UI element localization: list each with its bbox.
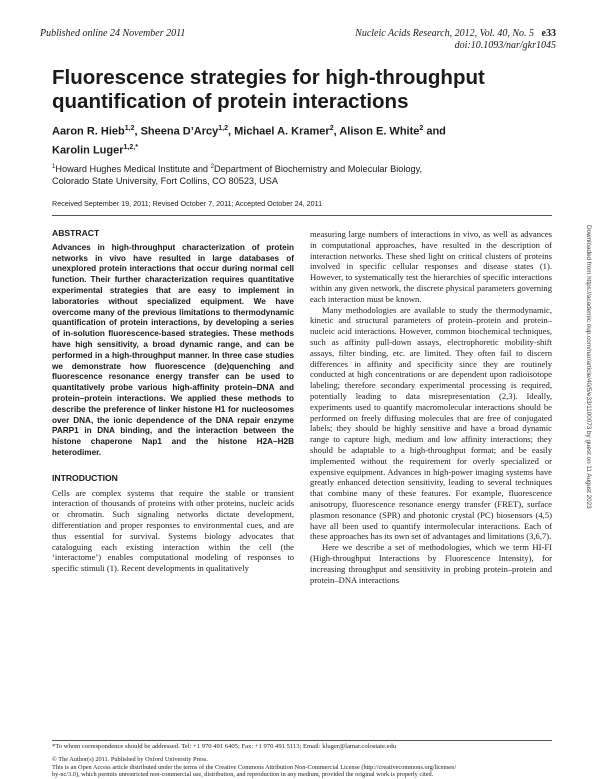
intro-paragraph: Here we describe a set of methodologies, which we term HI-FI (High-throughput Interactions by Fluorescence Intensity), for increasing throughput and sensitivity in probing protein–protein and protein–DNA interactions [310, 542, 552, 585]
affil-text: Department of Biochemistry and Molecular Biology, [213, 164, 423, 175]
license-line: This is an Open Access article distributed under the terms of the Creative Commons Attribution Non-Commercial License (http://creativecommons.org/licenses/ [52, 763, 457, 771]
doi[interactable]: doi:10.1093/nar/gkr1045 [454, 40, 556, 51]
journal-citation: Nucleic Acids Research, 2012, Vol. 40, No. 5 [355, 28, 535, 39]
license-line: by-nc/3.0), which permits unrestricted non-commercial use, distribution, and reproduction in any medium, provided the original work is properly cited. [52, 771, 434, 779]
author-list: Aaron R. Hieb$^{1,2}$, Sheena D’Arcy$^{1,2}$, Michael A. Kramer$^2$, Alison E. White$^2$ and Karolin Luger$^{1,2,*}$ [52, 125, 446, 157]
published-date: Published online 24 November 2011 [40, 28, 186, 39]
author-name: Karolin Luger [52, 144, 124, 157]
header-divider [52, 215, 552, 216]
introduction-heading: INTRODUCTION [52, 472, 118, 483]
copyright-line: © The Author(s) 2011. Published by Oxford University Press. [52, 756, 208, 763]
author-affil: 1,2 [124, 125, 135, 132]
author-affil: 1,2,* [123, 143, 138, 151]
footnote-divider [52, 740, 552, 741]
copyright-notice [52, 756, 552, 779]
affil-text: Howard Hughes Medical Institute and [55, 164, 211, 175]
author-name: Alison E. White [339, 125, 420, 138]
affil-marker: 1 [52, 164, 56, 170]
intro-paragraph: Cells are complex systems that require the stable or transient interaction of thousands of proteins with other proteins, nucleic acids or chromatin. Such signaling networks dictate development, differentiation and proper responses to environmental cues, and are thus essential for survival. Systems biology advocates that cataloguing each existing interaction within the cell (the ‘interactome’) enables computational modeling of responses to specific stimuli (1). Recent developments in qualitatively [52, 487, 294, 574]
page-number: e33 [541, 28, 556, 39]
left-column [52, 228, 294, 574]
author-affil: 1,2 [218, 125, 228, 132]
author-name: Aaron R. Hieb [52, 125, 125, 138]
affiliations [52, 161, 522, 187]
author-affil: 2 [419, 125, 424, 132]
abstract-text: Advances in high-throughput characterization of protein networks in vivo have resulted in large databases of unexplored protein interactions that occur during normal cell function. Their further characterization requires quantitative experimental strategies that are easy to implement in laboratories without specialized equipment. We have overcome many of the previous limitations to thermodynamic quantification of protein interactions, by developing a series of in-solution fluorescence-based strategies. These methods have high sensitivity, a broad dynamic range, and can be performed in a high-throughput manner. In three case studies we demonstrate how fluorescence (de)quenching and fluorescence resonance energy transfer can be used to quantitatively probe various high-affinity protein–DNA and protein–protein interactions. We applied these methods to describe the preference of linker histone H1 for nucleosomes over DNA, the ionic dependence of the DNA repair enzyme PARP1 in DNA binding, and the interaction between the histone chaperone Nap1 and the histone H2A–H2B heterodimer. [52, 242, 294, 457]
right-column [310, 229, 552, 585]
download-watermark: Downloaded from https://academic.oup.com/nar/article/40/5/e33/1100073 by guest on 11 August 2023 [585, 225, 592, 509]
abstract-heading: ABSTRACT [52, 228, 100, 238]
paper-title: Fluorescence strategies for high-throughput quantification of protein interactions [52, 66, 485, 113]
intro-paragraph: Many methodologies are available to study the thermodynamic, kinetic and structural parameters of protein–protein and protein–nucleic acid interactions. However, common biochemical techniques, such as affinity pull-down assays, electrophoretic mobility-shift assays, filter binding, etc. are limited. They often fail to discern differences in affinity and specificity since they are routinely conducted at high concentrations or are dependent upon radioisotope labeling; therefore secondary experimental processing is required, potentially leading to data misrepresentation (2,3). Ideally, experiments used to quantify macromolecular interactions should be performed on freely diffusing molecules that are free of conjugated labels; they should be highly sensitive and have a broad dynamic range to capture high, medium and low affinity interactions; they should be adaptable to a high-throughput format; and be easily implemented without the requirement for overly specialized or expensive equipment. Advances in high-power imaging systems have greatly enhanced detection sensitivity, leading to several techniques that combine many of these features. For example, fluorescence anisotropy, fluorescence resonance energy transfer (FRET), surface plasmon resonance (SPR) and photonic crystal (PC) biosensors (4,5) have all been used to quantify intermolecular interactions. Each of these approaches has its own set of advantages and limitations (3,6,7). [310, 304, 552, 542]
correspondence-footnote: *To whom correspondence should be addressed. Tel: +1 970 491 6405; Fax: +1 970 491 5113; Email: kluger@lamar.colostate.edu [52, 743, 397, 750]
affil-marker: 2 [210, 164, 214, 170]
author-name: Sheena D’Arcy [140, 125, 219, 138]
author-affil: 2 [329, 125, 334, 132]
affil-address: Colorado State University, Fort Collins, CO 80523, USA [52, 176, 279, 187]
intro-paragraph: measuring large numbers of interactions in vivo, as well as advances in computational approaches, have resulted in the description of interaction networks. These shed light on critical clusters of proteins involved in specific cellular responses and disease states (1). However, to systematically test the hierarchies of specific interactions within any given network, the discrete physical parameters governing each interaction must be known. [310, 229, 552, 304]
journal-header [355, 28, 556, 52]
received-dates: Received September 19, 2011; Revised October 7, 2011; Accepted October 24, 2011 [52, 199, 323, 208]
author-name: Michael A. Kramer [234, 125, 330, 138]
